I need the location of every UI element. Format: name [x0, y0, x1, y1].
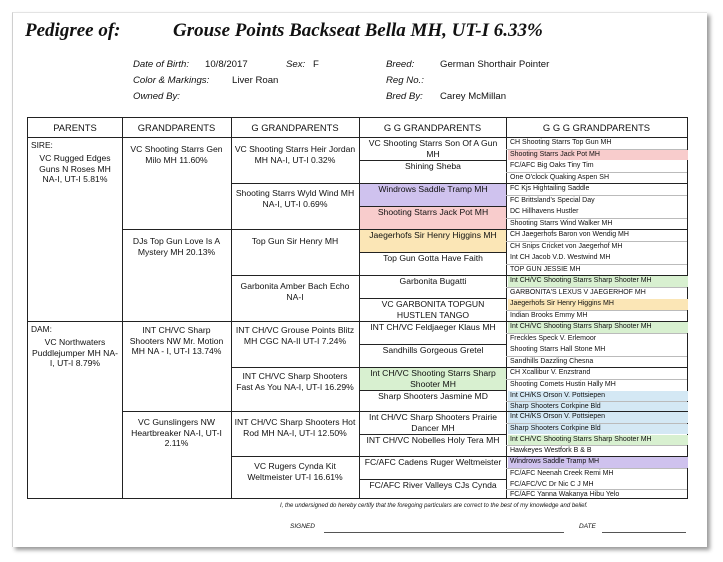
ggg-grandparent: Sharp Shooters Corkpine Bld	[508, 424, 688, 435]
pedigree-table	[27, 117, 688, 499]
ggg-grandparent: CH Shooting Starrs Top Gun MH	[510, 139, 612, 146]
color-label: Color & Markings:	[133, 75, 210, 86]
dam-name: VC Northwaters Puddlejumper MH NA-I, UT-I 8.79%	[32, 337, 118, 369]
ggg-grandparent: Shooting Starrs Jack Pot MH	[508, 150, 688, 161]
gg-grandparent: FC/AFC Cadens Ruger Weltmeister	[364, 457, 502, 467]
reg-label: Reg No.:	[386, 75, 424, 86]
col-header-gg-grandparents: G G GRANDPARENTS	[383, 122, 482, 133]
great-grandparent: Top Gun Sir Henry MH	[251, 236, 339, 246]
ggg-grandparent: GARBONITA'S LEXUS V JAEGERHOF MH	[510, 288, 646, 296]
ggg-grandparent: Windrows Saddle Tramp MH	[508, 457, 688, 468]
gg-grandparent: VC GARBONITA TOPGUN HUSTLEN TANGO	[381, 299, 485, 320]
ggg-grandparent: Sharp Shooters Corkpine Bld	[508, 402, 688, 412]
certification-text: I, the undersigned do hereby certify that the foregoing particulars are correct to the best of my knowledge and belief.	[280, 503, 588, 509]
gg-grandparent: FC/AFC River Valleys CJs Cynda	[369, 480, 497, 490]
ggg-grandparent: FC Brittsland's Special Day	[510, 196, 595, 204]
ggg-grandparent: Int CH/VC Shooting Starrs Sharp Shooter MH	[508, 435, 688, 445]
ggg-grandparent: FC/AFC Neenah Creek Remi MH	[510, 469, 614, 477]
ggg-grandparent: FC Kjs Hightailing Saddle	[510, 185, 590, 192]
ggg-grandparent: Sandhills Dazzling Chesna	[510, 357, 594, 365]
ggg-grandparent: Jaegerhofs Sir Henry Higgins MH	[508, 299, 688, 310]
ggg-grandparent: Shooting Starrs Wind Walker MH	[510, 219, 613, 227]
owned-label: Owned By:	[133, 91, 180, 102]
grandparent: INT CH/VC Sharp Shooters NW Mr. Motion MH NA - I, UT-I 13.74%	[129, 325, 224, 357]
ggg-grandparent: Hawkeyes Westfork B & B	[510, 447, 592, 454]
great-grandparent: INT CH/VC Sharp Shooters Fast As You NA-I, UT-I 16.29%	[236, 371, 354, 392]
date-line[interactable]	[602, 532, 686, 533]
sire-name: VC Rugged Edges Guns N Roses MH NA-I, UT-I 5.81%	[39, 153, 111, 185]
gg-grandparent: Sharp Shooters Jasmine MD	[378, 391, 488, 401]
breed-label: Breed:	[386, 59, 415, 70]
gg-grandparent: Int CH/VC Sharp Shooters Prairie Dancer MH	[368, 412, 497, 433]
grandparent: DJs Top Gun Love Is A Mystery MH 20.13%	[132, 236, 221, 257]
ggg-grandparent: Freckles Speck V. Erlemoor	[510, 334, 597, 342]
gg-grandparent: Top Gun Gotta Have Faith	[383, 253, 483, 263]
sex-value: F	[313, 59, 319, 70]
col-header-ggg-grandparents: G G G GRANDPARENTS	[542, 122, 651, 133]
signature-line[interactable]	[324, 532, 564, 533]
ggg-grandparent: Shooting Comets Hustin Hally MH	[510, 380, 616, 388]
dam-label: DAM:	[31, 324, 52, 334]
ggg-grandparent: Int CH/KS Orson V. Pottsiepen	[508, 391, 688, 401]
ggg-grandparent: TOP GUN JESSIE MH	[510, 265, 581, 273]
col-header-grandparents: GRANDPARENTS	[137, 122, 216, 133]
color-value: Liver Roan	[232, 75, 279, 86]
gg-grandparent: Windrows Saddle Tramp MH	[378, 184, 488, 194]
ggg-grandparent: CH Snips Cricket von Jaegerhof MH	[510, 242, 623, 250]
ggg-grandparent: Int CH Jacob V.D. Westwind MH	[510, 254, 611, 261]
great-grandparent: VC Rugers Cynda Kit Weltmeister UT-I 16.61%	[247, 461, 343, 482]
signed-label: SIGNED	[290, 523, 315, 530]
grandparent: VC Gunslingers NW Heartbreaker NA-I, UT-I 2.11%	[131, 417, 222, 449]
grandparent: VC Shooting Starrs Gen Milo MH 11.60%	[130, 144, 223, 165]
col-header-g-grandparents: G GRANDPARENTS	[251, 122, 339, 133]
ggg-grandparent: Int CH/KS Orson V. Pottsiepen	[508, 412, 688, 423]
dob-label: Date of Birth:	[133, 59, 189, 70]
ggg-grandparent: FC/AFC Big Oaks Tiny Tim	[510, 162, 594, 169]
dob-value: 10/8/2017	[205, 59, 248, 70]
ggg-grandparent: DC Hillhavens Hustler	[510, 208, 579, 215]
date-label: DATE	[579, 523, 596, 530]
ggg-grandparent: Indian Brooks Emmy MH	[510, 311, 588, 319]
gg-grandparent: Jaegerhofs Sir Henry Higgins MH	[369, 230, 497, 240]
great-grandparent: Garbonita Amber Bach Echo NA-I	[240, 281, 350, 302]
col-header-parents: PARENTS	[53, 122, 97, 133]
gg-grandparent: INT CH/VC Nobelles Holy Tera MH	[366, 435, 500, 445]
gg-grandparent: VC Shooting Starrs Son Of A Gun MH	[368, 138, 498, 159]
gg-grandparent: INT CH/VC Feldjaeger Klaus MH	[370, 322, 496, 332]
sire-label: SIRE:	[31, 140, 53, 150]
bredby-value: Carey McMillan	[440, 91, 507, 102]
great-grandparent: INT CH/VC Grouse Points Blitz MH CGC NA-II UT-I 7.24%	[235, 325, 355, 346]
ggg-grandparent: FC/AFC Yanna Wakanya Hibu Yelo	[510, 490, 620, 498]
great-grandparent: INT CH/VC Sharp Shooters Hot Rod MH NA-I, UT-I 12.50%	[234, 417, 356, 438]
bredby-label: Bred By:	[386, 91, 423, 102]
gg-grandparent: Int CH/VC Shooting Starrs Sharp Shooter MH	[370, 368, 496, 389]
great-grandparent: VC Shooting Starrs Heir Jordan MH NA-I, UT-I 0.32%	[234, 144, 356, 165]
gg-grandparent: Garbonita Bugatti	[399, 276, 467, 286]
ggg-grandparent: Int CH/VC Shooting Starrs Sharp Shooter MH	[508, 322, 688, 333]
gg-grandparent: Shooting Starrs Jack Pot MH	[377, 207, 489, 217]
gg-grandparent: Shining Sheba	[405, 161, 461, 171]
ggg-grandparent: Int CH/VC Shooting Starrs Sharp Shooter MH	[508, 276, 688, 287]
dog-name: Grouse Points Backseat Bella MH, UT-I 6.33%	[173, 20, 543, 41]
ggg-grandparent: FC/AFC/VC Dr Nic C J MH	[510, 481, 594, 488]
ggg-grandparent: Shooting Starrs Hall Stone MH	[510, 346, 606, 353]
pedigree-label: Pedigree of:	[25, 20, 121, 41]
breed-value: German Shorthair Pointer	[440, 59, 550, 70]
great-grandparent: Shooting Starrs Wyld Wind MH NA-I, UT-I 0.69%	[235, 188, 355, 209]
ggg-grandparent: One O'clock Quaking Aspen SH	[510, 173, 609, 181]
gg-grandparent: Sandhills Gorgeous Gretel	[382, 345, 484, 355]
ggg-grandparent: CH Xcallibur V. Enzstrand	[510, 369, 591, 376]
ggg-grandparent: CH Jaegerhofs Baron von Wendig MH	[510, 231, 629, 238]
sex-label: Sex:	[286, 59, 306, 70]
